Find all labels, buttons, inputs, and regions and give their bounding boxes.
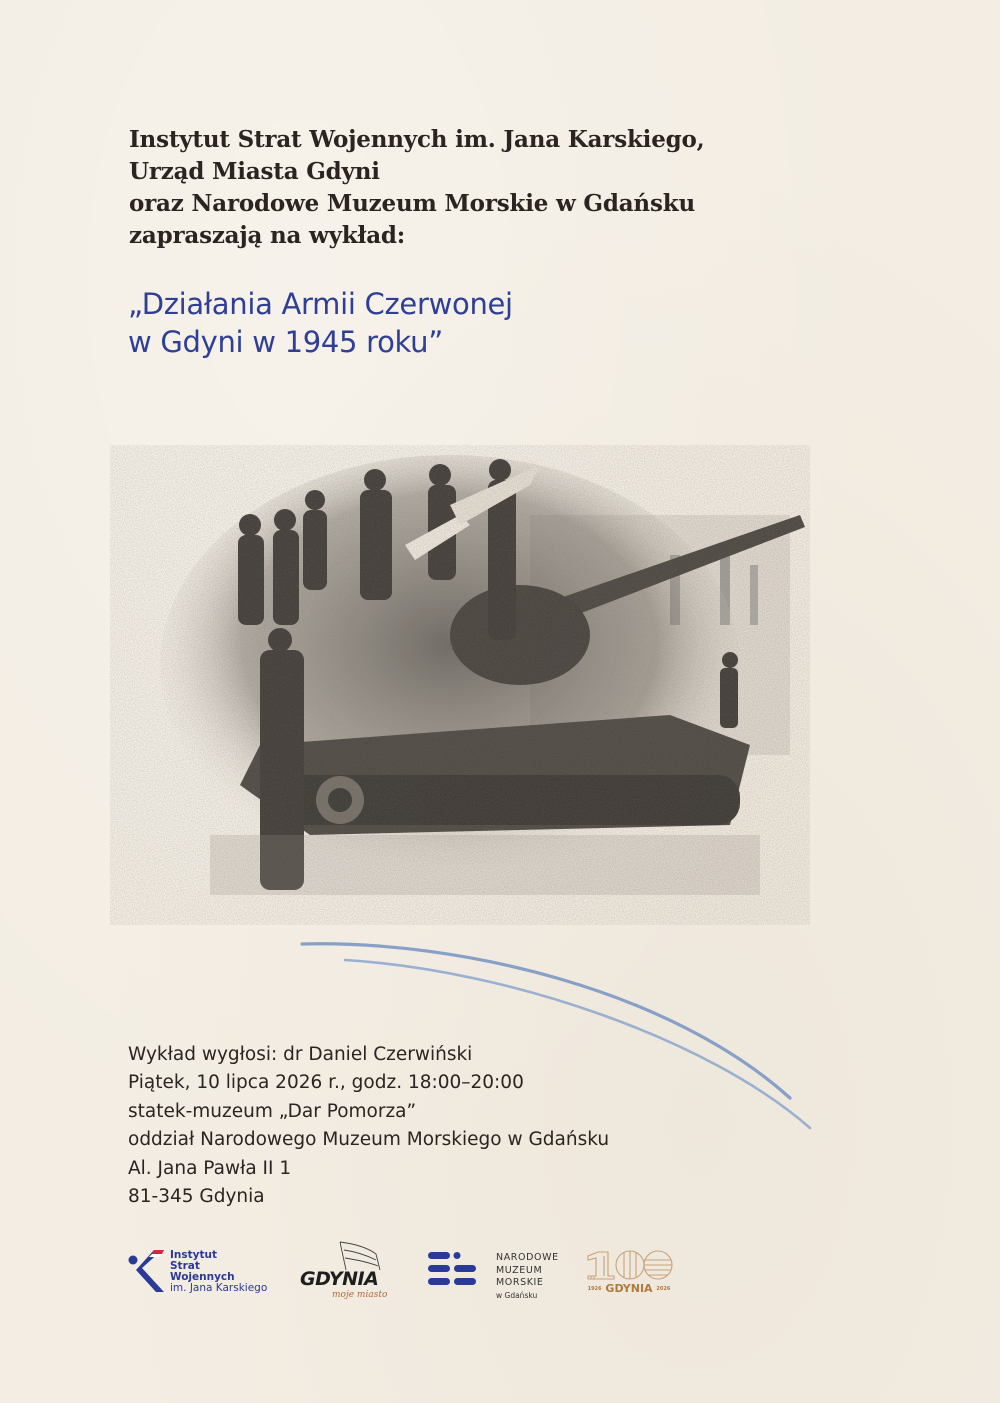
gdynia-100-label: 1926 GDYNIA 2026 bbox=[587, 1282, 671, 1295]
organizers-intro bbox=[129, 124, 704, 252]
logo-instytut-strat-wojennych: Instytut Strat Wojennych im. Jana Karskiego bbox=[128, 1246, 268, 1298]
invitation-line: zapraszają na wykład: bbox=[129, 222, 406, 249]
gdynia-tagline: moje miasto bbox=[332, 1290, 388, 1300]
event-details bbox=[128, 1041, 609, 1211]
nmm-bars-icon bbox=[428, 1250, 492, 1290]
address-city-line: 81-345 Gdynia bbox=[128, 1186, 265, 1208]
logo-gdynia-100 bbox=[584, 1248, 674, 1298]
tank-photo-illustration bbox=[110, 445, 810, 925]
lecture-title-line: w Gdyni w 1945 roku” bbox=[128, 325, 443, 359]
logo-gdynia-moje-miasto bbox=[296, 1240, 396, 1304]
date-time-line: Piątek, 10 lipca 2026 r., godz. 18:00–20:00 bbox=[128, 1072, 524, 1094]
speaker-line: Wykład wygłosi: dr Daniel Czerwiński bbox=[128, 1044, 473, 1065]
organizer-line: Urząd Miasta Gdyni bbox=[129, 158, 380, 185]
gdynia-wordmark: GDYNIA bbox=[300, 1268, 379, 1290]
lecture-title-line: „Działania Armii Czerwonej bbox=[128, 287, 513, 321]
venue-line: statek-muzeum „Dar Pomorza” bbox=[128, 1100, 417, 1122]
lecture-title bbox=[128, 285, 513, 361]
organizer-line: Instytut Strat Wojennych im. Jana Karskiego, bbox=[129, 126, 705, 153]
sponsor-logos bbox=[0, 1240, 1000, 1320]
organizer-line: oraz Narodowe Muzeum Morskie w Gdańsku bbox=[129, 190, 695, 217]
logo-narodowe-muzeum-morskie: NARODOWE MUZEUM MORSKIE w Gdańsku bbox=[428, 1248, 568, 1308]
address-street-line: Al. Jana Pawła II 1 bbox=[128, 1157, 292, 1179]
gdynia-100-icon bbox=[584, 1248, 674, 1280]
venue-branch-line: oddział Narodowego Muzeum Morskiego w Gdańsku bbox=[128, 1129, 610, 1151]
tank-photo-icon bbox=[110, 445, 810, 925]
isw-k-icon bbox=[128, 1246, 168, 1294]
